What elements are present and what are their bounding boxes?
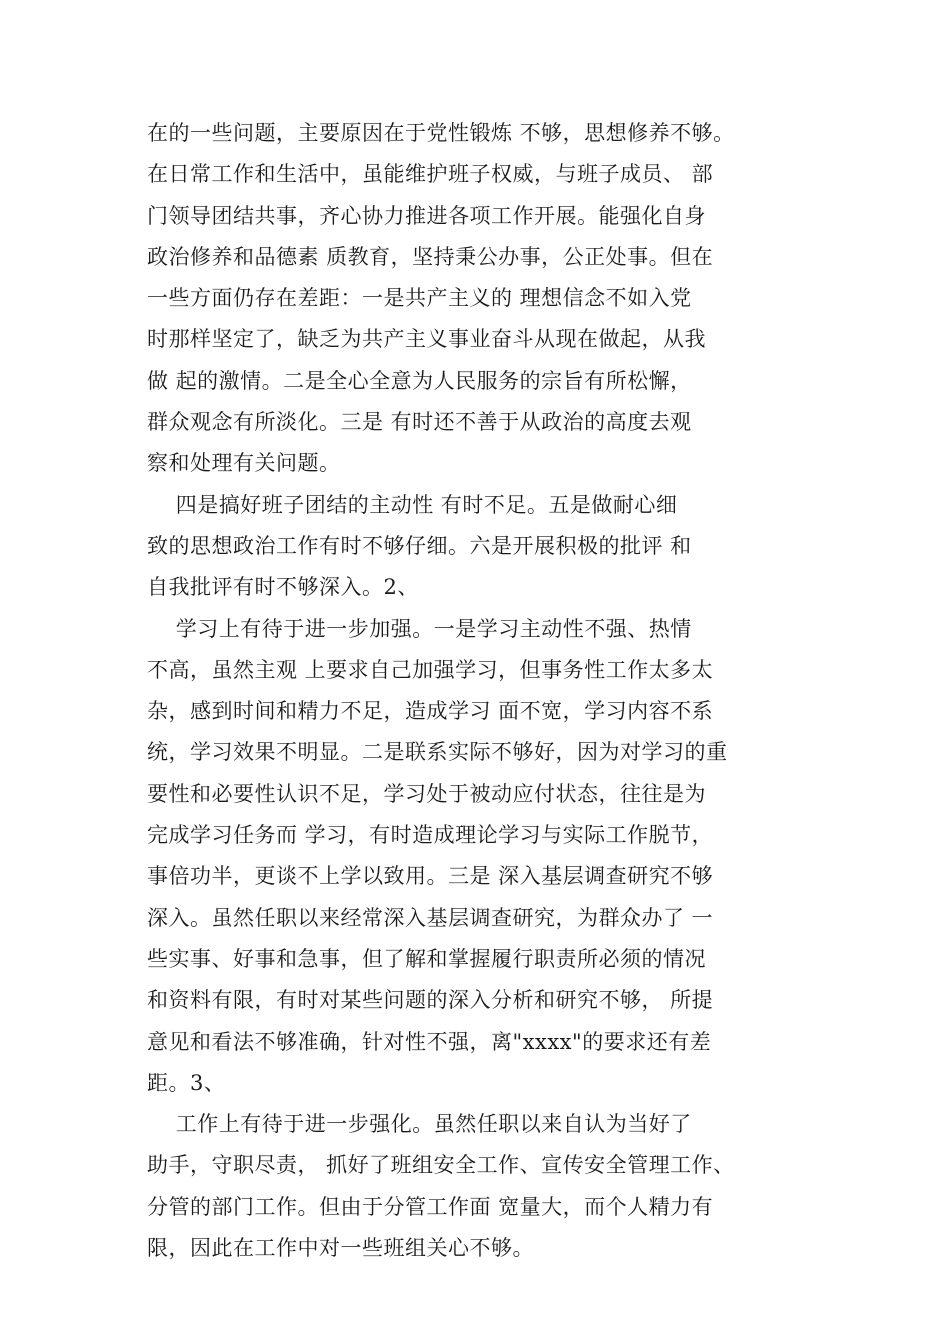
text-line: 四是搞好班子团结的主动性 有时不足。五是做耐心细 (147, 492, 678, 517)
text-line: 统，学习效果不明显。二是联系实际不够好，因为对学习的重 (147, 740, 728, 765)
text-line: 深入。虽然任职以来经常深入基层调查研究，为群众办了 一 (147, 905, 714, 930)
text-line: 时那样坚定了，缺乏为共产主义事业奋斗从现在做起，从我 (147, 327, 706, 352)
paragraph-1 (147, 113, 807, 485)
text-line: 完成学习任务而 学习，有时造成理论学习与实际工作脱节， (147, 823, 714, 848)
text-line: 致的思想政治工作有时不够仔细。六是开展积极的批评 和 (147, 533, 692, 558)
paragraph-2 (147, 485, 807, 609)
text-line: 一些方面仍存在差距：一是共产主义的 理想信念不如入党 (147, 286, 692, 311)
text-line: 不高，虽然主观 上要求自己加强学习，但事务性工作太多太 (147, 657, 714, 682)
text-line: 些实事、好事和急事，但了解和掌握履行职责所必须的情况 (147, 946, 706, 971)
text-line: 和资料有限，有时对某些问题的深入分析和研究不够， 所提 (147, 988, 714, 1013)
text-line: 限，因此在工作中对一些班组关心不够。 (147, 1236, 534, 1261)
text-line: 事倍功半，更谈不上学以致用。三是 深入基层调查研究不够 (147, 864, 714, 889)
text-line: 杂，感到时间和精力不足，造成学习 面不宽，学习内容不系 (147, 699, 714, 724)
text-line: 距。3、 (147, 1070, 226, 1095)
text-line: 助手，守职尽责， 抓好了班组安全工作、宣传安全管理工作、 (147, 1153, 735, 1178)
text-line: 做 起的激情。二是全心全意为人民服务的宗旨有所松懈， (147, 368, 692, 393)
document-body (147, 113, 807, 1269)
text-line: 门领导团结共事，齐心协力推进各项工作开展。能强化自身 (147, 203, 706, 228)
text-line: 在日常工作和生活中，虽能维护班子权威，与班子成员、 部 (147, 162, 714, 187)
text-line: 群众观念有所淡化。三是 有时还不善于从政治的高度去观 (147, 410, 692, 435)
text-line: 学习上有待于进一步加强。一是学习主动性不强、热情 (147, 616, 692, 641)
text-line: 政治修养和品德素 质教育，坚持秉公办事，公正处事。但在 (147, 244, 714, 269)
text-line: 在的一些问题，主要原因在于党性锻炼 不够，思想修养不够。 (147, 121, 735, 145)
paragraph-3 (147, 609, 807, 1105)
text-line: 察和处理有关问题。 (147, 451, 341, 476)
text-line: 工作上有待于进一步强化。虽然任职以来自认为当好了 (147, 1112, 692, 1137)
text-line: 要性和必要性认识不足，学习处于被动应付状态，往往是为 (147, 781, 706, 806)
text-line: 意见和看法不够准确，针对性不强，离"xxxx"的要求还有差 (147, 1029, 712, 1054)
text-line: 自我批评有时不够深入。2、 (147, 575, 419, 600)
paragraph-4 (147, 1104, 807, 1269)
text-line: 分管的部门工作。但由于分管工作面 宽量大，而个人精力有 (147, 1194, 714, 1219)
